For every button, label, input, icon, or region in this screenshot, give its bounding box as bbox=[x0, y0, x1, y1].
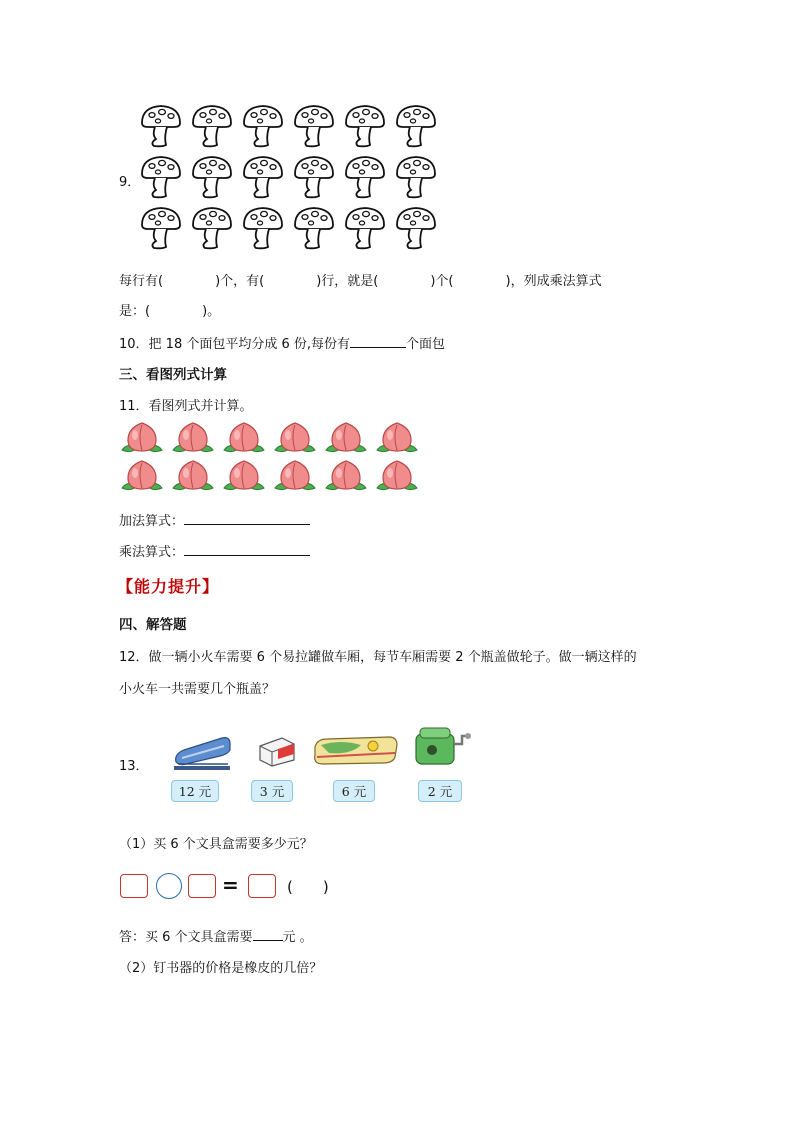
mushroom-icon bbox=[138, 154, 189, 205]
peach-icon bbox=[120, 458, 171, 496]
mushroom-icon bbox=[240, 103, 291, 154]
section-4-title: 四、解答题 bbox=[119, 617, 187, 633]
price-tag-pencil-box: 6 元 bbox=[333, 780, 375, 802]
question-9-number: 9． bbox=[119, 175, 141, 190]
question-13-answer bbox=[119, 926, 313, 945]
question-9-line-1: 每行有( )个，有( )行，就是( )个( )，列成乘法算式 bbox=[119, 274, 602, 289]
pencil-sharpener-icon bbox=[410, 722, 472, 768]
answer-text-after: 元 。 bbox=[282, 930, 313, 945]
mushroom-picture bbox=[138, 103, 444, 256]
mushroom-icon bbox=[291, 205, 342, 256]
addition-formula-row bbox=[119, 510, 310, 529]
question-12-line-1: 12．做一辆小火车需要 6 个易拉罐做车厢，每节车厢需要 2 个瓶盖做轮子。做一辆这样的 bbox=[119, 650, 637, 665]
question-10-answer-blank[interactable] bbox=[350, 333, 406, 348]
peach-icon bbox=[171, 420, 222, 458]
addition-formula-label: 加法算式： bbox=[119, 514, 185, 529]
answer-text-before: 答：买 6 个文具盒需要 bbox=[119, 930, 253, 945]
multiplication-formula-blank[interactable] bbox=[184, 541, 310, 556]
answer-box-1[interactable] bbox=[120, 874, 148, 898]
peach-icon bbox=[171, 458, 222, 496]
peach-picture bbox=[120, 420, 426, 496]
question-13-number: 13． bbox=[119, 759, 149, 774]
eraser-icon bbox=[256, 732, 298, 768]
mushroom-icon bbox=[138, 205, 189, 256]
mushroom-icon bbox=[291, 103, 342, 154]
mushroom-icon bbox=[291, 154, 342, 205]
question-10-text-after: 个面包 bbox=[406, 337, 446, 352]
multiplication-formula-label: 乘法算式： bbox=[119, 545, 185, 560]
multiplication-formula-row bbox=[119, 541, 310, 560]
pencil-box-icon bbox=[311, 733, 399, 767]
question-12-line-2: 小火车一共需要几个瓶盖？ bbox=[119, 682, 276, 697]
question-10 bbox=[119, 333, 445, 352]
price-tag-eraser: 3 元 bbox=[251, 780, 293, 802]
stapler-icon bbox=[170, 728, 234, 772]
answer-box-result[interactable] bbox=[248, 874, 276, 898]
equals-sign: = bbox=[222, 873, 239, 897]
peach-icon bbox=[120, 420, 171, 458]
peach-icon bbox=[324, 458, 375, 496]
peach-icon bbox=[324, 420, 375, 458]
answer-box-2[interactable] bbox=[188, 874, 216, 898]
mushroom-icon bbox=[342, 154, 393, 205]
mushroom-icon bbox=[189, 154, 240, 205]
question-13-sub-1: （1）买 6 个文具盒需要多少元？ bbox=[119, 837, 313, 852]
mushroom-icon bbox=[342, 103, 393, 154]
price-tag-stapler: 12 元 bbox=[171, 780, 219, 802]
mushroom-icon bbox=[393, 154, 444, 205]
peach-icon bbox=[375, 458, 426, 496]
peach-icon bbox=[273, 458, 324, 496]
peach-icon bbox=[375, 420, 426, 458]
unit-parentheses[interactable]: ( ) bbox=[287, 878, 329, 896]
question-13-sub-2: （2）钉书器的价格是橡皮的几倍？ bbox=[119, 961, 323, 976]
ability-improvement-title: 【能力提升】 bbox=[117, 577, 220, 596]
operator-circle[interactable] bbox=[156, 873, 182, 899]
answer-blank[interactable] bbox=[253, 926, 283, 941]
mushroom-icon bbox=[189, 205, 240, 256]
mushroom-icon bbox=[342, 205, 393, 256]
mushroom-icon bbox=[393, 103, 444, 154]
question-10-text-before: 10．把 18 个面包平均分成 6 份,每份有 bbox=[119, 337, 351, 352]
question-9-line-2: 是：( )。 bbox=[119, 304, 221, 319]
mushroom-icon bbox=[138, 103, 189, 154]
addition-formula-blank[interactable] bbox=[184, 510, 310, 525]
section-3-title: 三、看图列式计算 bbox=[119, 367, 227, 383]
mushroom-icon bbox=[240, 205, 291, 256]
mushroom-icon bbox=[189, 103, 240, 154]
question-11-prompt: 11．看图列式并计算。 bbox=[119, 399, 253, 414]
mushroom-icon bbox=[240, 154, 291, 205]
mushroom-icon bbox=[393, 205, 444, 256]
peach-icon bbox=[222, 420, 273, 458]
peach-icon bbox=[222, 458, 273, 496]
price-tag-sharpener: 2 元 bbox=[418, 780, 462, 802]
peach-icon bbox=[273, 420, 324, 458]
